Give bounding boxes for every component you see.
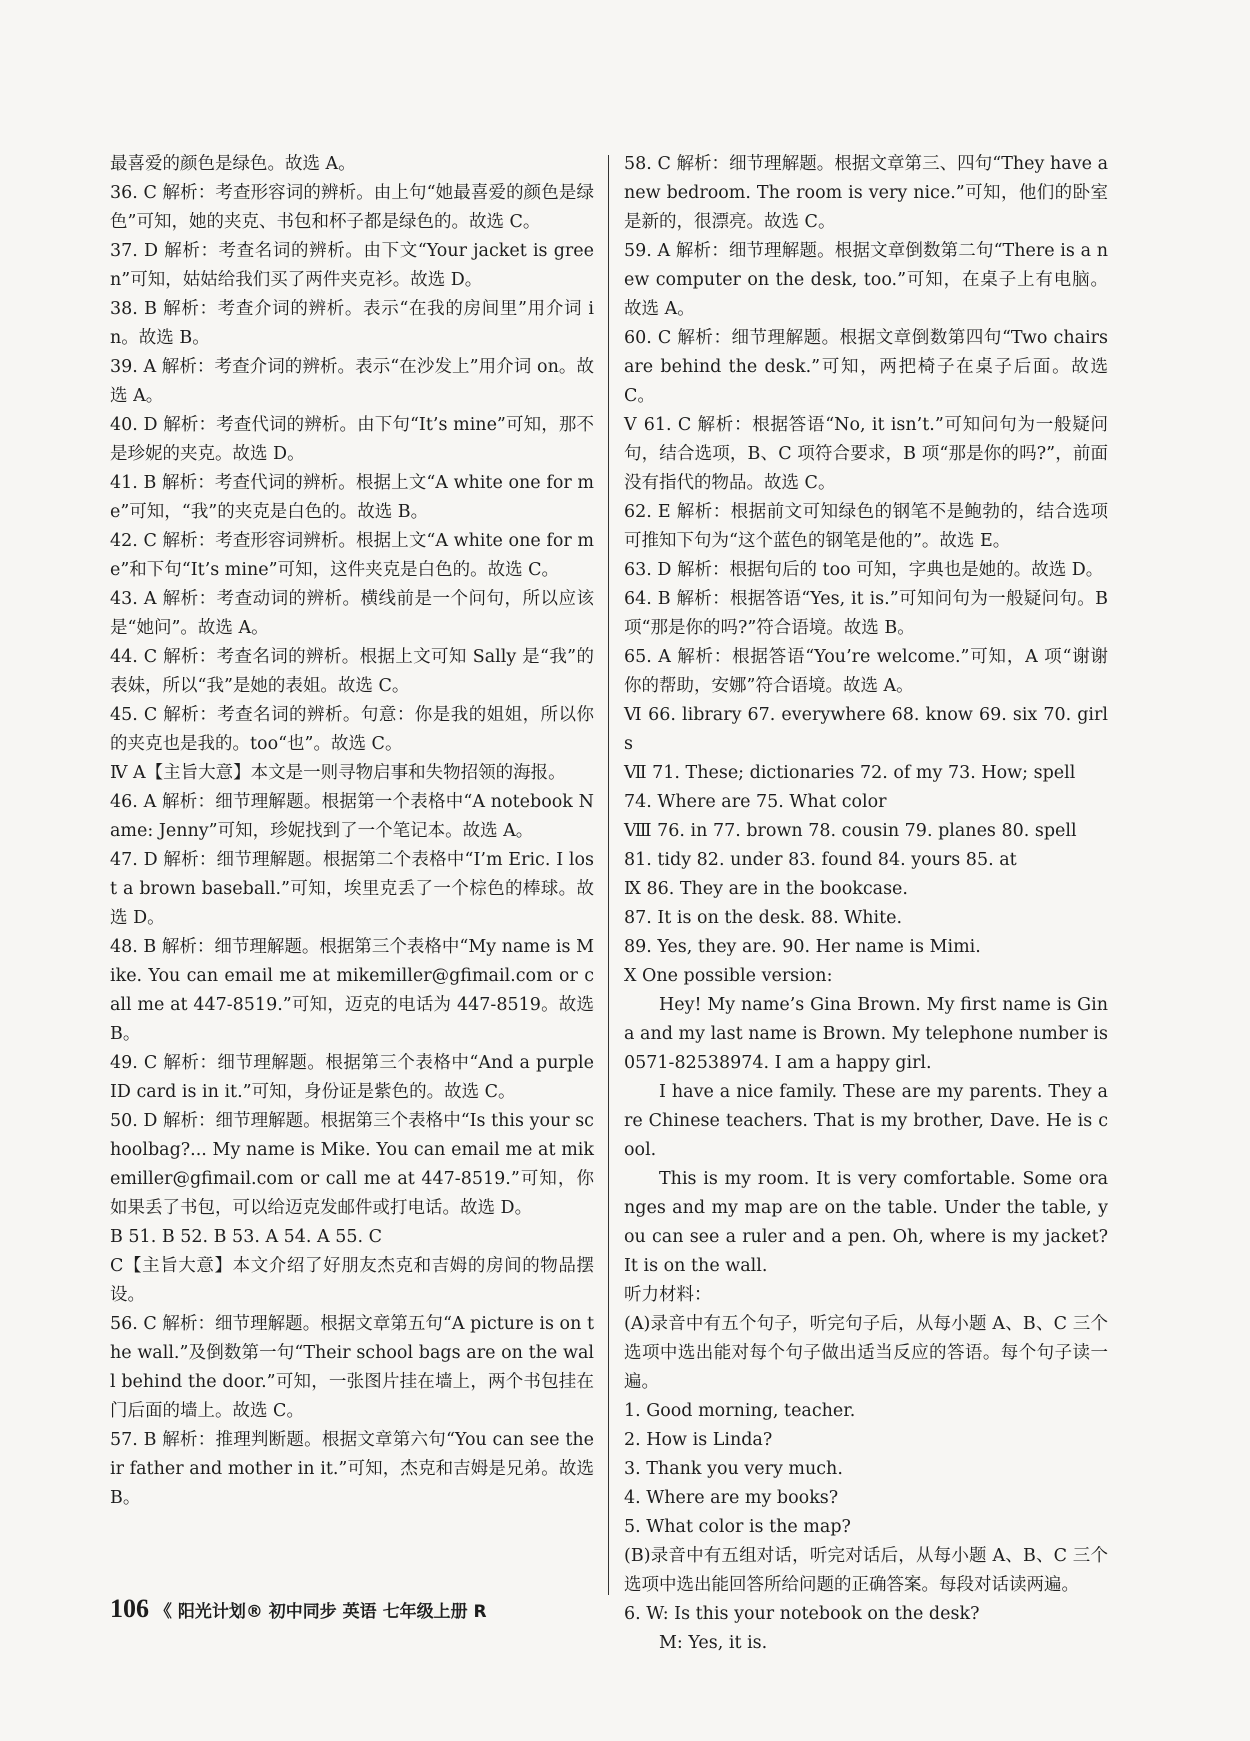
answer-62: 62. E 解析：根据前文可知绿色的钢笔不是鲍勃的，结合选项可推知下句为“这个蓝色的钢笔是他的”。故选 E。	[624, 502, 1108, 551]
answer-60: 60. C 解析：细节理解题。根据文章倒数第四句“Two chairs are behind the desk.”可知，两把椅子在桌子后面。故选 C。	[624, 328, 1108, 406]
section-iv-summary: Ⅳ A【主旨大意】本文是一则寻物启事和失物招领的海报。	[110, 763, 566, 783]
answer-59: 59. A 解析：细节理解题。根据文章倒数第二句“There is a new computer on the desk, too.”可知，在桌子上有电脑。故选 A。	[624, 241, 1108, 319]
listening-instructions-a: (A)录音中有五个句子，听完句子后，从每小题 A、B、C 三个选项中选出能对每个句子做出适当反应的答语。每个句子读一遍。	[624, 1314, 1108, 1392]
listening-item: 2. How is Linda?	[624, 1430, 773, 1450]
answer-57: 57. B 解析：推理判断题。根据文章第六句“You can see their father and mother in it.”可知，杰克和吉姆是兄弟。故选 B。	[110, 1430, 594, 1508]
listening-item: 4. Where are my books?	[624, 1488, 839, 1508]
answers-66-70: Ⅵ 66. library 67. everywhere 68. know 69. six 70. girls	[624, 705, 1108, 754]
answer-39: 39. A 解析：考查介词的辨析。表示“在沙发上”用介词 on。故选 A。	[110, 357, 594, 406]
page-footer	[110, 1594, 487, 1624]
essay-paragraph: This is my room. It is very comfortable. Some oranges and my map are on the table. Under the table, you can see a ruler and a pen. Oh, where is my jacket? It is on the wall.	[624, 1169, 1108, 1276]
answer-37: 37. D 解析：考查名词的辨析。由下文“Your jacket is green”可知，姑姑给我们买了两件夹克衫。故选 D。	[110, 241, 594, 290]
answer-40: 40. D 解析：考查代词的辨析。由下句“It’s mine”可知，那不是珍妮的夹克。故选 D。	[110, 415, 594, 464]
answers-76-80: Ⅷ 76. in 77. brown 78. cousin 79. planes 80. spell	[624, 821, 1077, 841]
answer-42: 42. C 解析：考查形容词辨析。根据上文“A white one for me”和下句“It’s mine”可知，这件夹克是白色的。故选 C。	[110, 531, 594, 580]
answer-50: 50. D 解析：细节理解题。根据第三个表格中“Is this your schoolbag?... My name is Mike. You can email me at mikemiller@gfimail.com or call me at 447-8519.”可知，你如果丢了书包，可以给迈克发邮件或打电话。故选 D。	[110, 1111, 594, 1218]
text-line: 最喜爱的颜色是绿色。故选 A。	[110, 154, 356, 174]
answer-41: 41. B 解析：考查代词的辨析。根据上文“A white one for me”可知，“我”的夹克是白色的。故选 B。	[110, 473, 594, 522]
answer-38: 38. B 解析：考查介词的辨析。表示“在我的房间里”用介词 in。故选 B。	[110, 299, 594, 348]
answer-45: 45. C 解析：考查名词的辨析。句意：你是我的姐姐，所以你的夹克也是我的。too“也”。故选 C。	[110, 705, 594, 754]
answer-36: 36. C 解析：考查形容词的辨析。由上句“她最喜爱的颜色是绿色”可知，她的夹克、书包和杯子都是绿色的。故选 C。	[110, 183, 594, 232]
answer-65: 65. A 解析：根据答语“You’re welcome.”可知，A 项“谢谢你的帮助，安娜”符合语境。故选 A。	[624, 647, 1108, 696]
answer-43: 43. A 解析：考查动词的辨析。横线前是一个问句，所以应该是“她问”。故选 A。	[110, 589, 594, 638]
column-divider	[608, 155, 609, 1595]
answer-44: 44. C 解析：考查名词的辨析。根据上文可知 Sally 是“我”的表妹，所以“我”是她的表姐。故选 C。	[110, 647, 594, 696]
answer-46: 46. A 解析：细节理解题。根据第一个表格中“A notebook Name: Jenny”可知，珍妮找到了一个笔记本。故选 A。	[110, 792, 594, 841]
essay-paragraph: Hey! My name’s Gina Brown. My first name is Gina and my last name is Brown. My telephone number is 0571-82538974. I am a happy girl.	[624, 995, 1108, 1073]
answer-61: Ⅴ 61. C 解析：根据答语“No, it isn’t.”可知问句为一般疑问句，结合选项，B、C 项符合要求，B 项“那是你的吗?”，前面没有指代的物品。故选 C。	[624, 415, 1108, 493]
answer-86: Ⅸ 86. They are in the bookcase.	[624, 879, 908, 899]
answers-74-75: 74. Where are 75. What color	[624, 792, 887, 812]
listening-heading: 听力材料：	[624, 1285, 712, 1305]
listening-dialogue-line: M: Yes, it is.	[659, 1633, 768, 1653]
listening-instructions-b: (B)录音中有五组对话，听完对话后，从每小题 A、B、C 三个选项中选出能回答所给问题的正确答案。每段对话读两遍。	[624, 1546, 1108, 1595]
answers-87-88: 87. It is on the desk. 88. White.	[624, 908, 903, 928]
answer-58: 58. C 解析：细节理解题。根据文章第三、四句“They have a new bedroom. The room is very nice.”可知，他们的卧室是新的，很漂亮。故选 C。	[624, 154, 1108, 232]
left-column	[110, 150, 594, 1513]
section-c-summary: C【主旨大意】本文介绍了好朋友杰克和吉姆的房间的物品摆设。	[110, 1256, 594, 1305]
answer-47: 47. D 解析：细节理解题。根据第二个表格中“I’m Eric. I lost a brown baseball.”可知，埃里克丢了一个棕色的棒球。故选 D。	[110, 850, 594, 928]
answers-71-73: Ⅶ 71. These; dictionaries 72. of my 73. How; spell	[624, 763, 1076, 783]
book-title: 《 阳光计划® 初中同步 英语 七年级上册 R	[154, 1602, 487, 1622]
listening-item: 3. Thank you very much.	[624, 1459, 843, 1479]
answer-63: 63. D 解析：根据句后的 too 可知，字典也是她的。故选 D。	[624, 560, 1104, 580]
answer-56: 56. C 解析：细节理解题。根据文章第五句“A picture is on the wall.”及倒数第一句“Their school bags are on the wall behind the door.”可知，一张图片挂在墙上，两个书包挂在门后面的墙上。故选 C。	[110, 1314, 594, 1421]
listening-dialogue-line: 6. W: Is this your notebook on the desk?	[624, 1604, 980, 1624]
answers-51-55: B 51. B 52. B 53. A 54. A 55. C	[110, 1227, 383, 1247]
answer-64: 64. B 解析：根据答语“Yes, it is.”可知问句为一般疑问句。B 项“那是你的吗?”符合语境。故选 B。	[624, 589, 1108, 638]
right-column	[624, 150, 1108, 1658]
page-number: 106	[110, 1594, 149, 1623]
listening-item: 5. What color is the map?	[624, 1517, 851, 1537]
answers-89-90: 89. Yes, they are. 90. Her name is Mimi.	[624, 937, 981, 957]
answer-49: 49. C 解析：细节理解题。根据第三个表格中“And a purple ID card is in it.”可知，身份证是紫色的。故选 C。	[110, 1053, 594, 1102]
listening-item: 1. Good morning, teacher.	[624, 1401, 856, 1421]
section-x-heading: Ⅹ One possible version:	[624, 966, 833, 986]
answers-81-85: 81. tidy 82. under 83. found 84. yours 85. at	[624, 850, 1017, 870]
essay-paragraph: I have a nice family. These are my parents. They are Chinese teachers. That is my brother, Dave. He is cool.	[624, 1082, 1108, 1160]
answer-48: 48. B 解析：细节理解题。根据第三个表格中“My name is Mike. You can email me at mikemiller@gfimail.com or call me at 447-8519.”可知，迈克的电话为 447-8519。故选 B。	[110, 937, 594, 1044]
